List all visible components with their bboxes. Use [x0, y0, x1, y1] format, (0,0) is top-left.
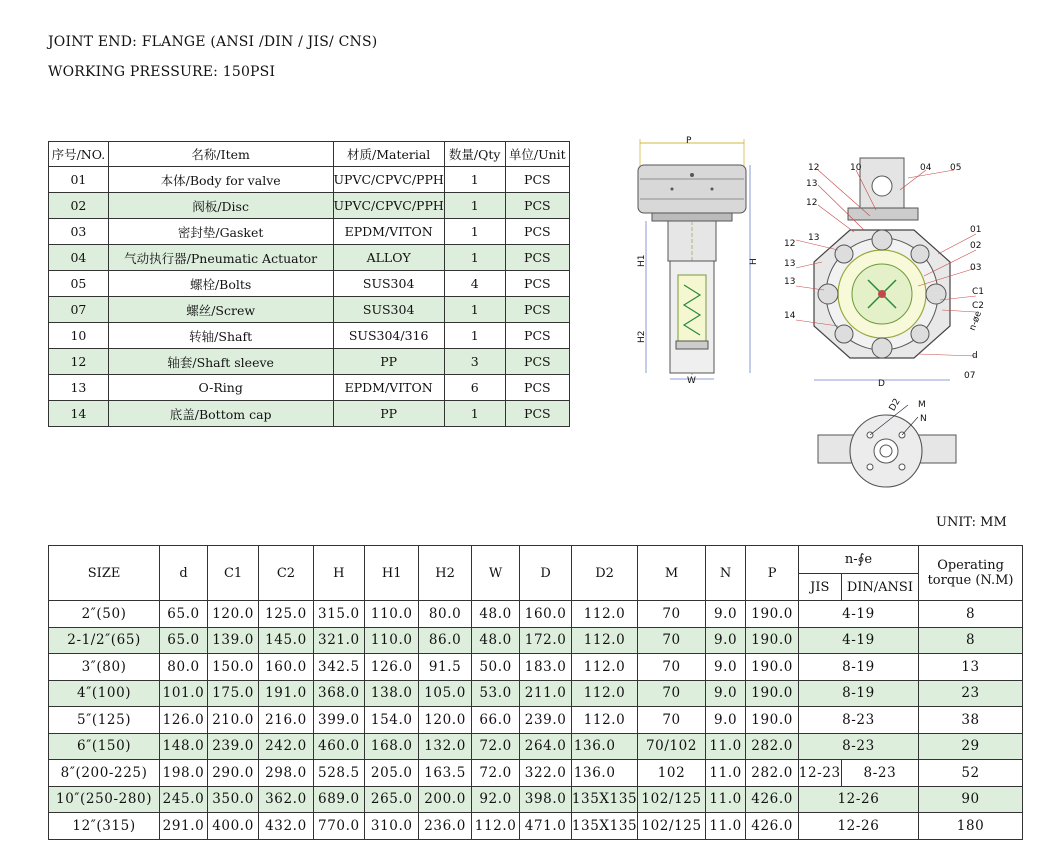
cell-h1: 265.0 — [365, 786, 419, 813]
cell-h2: 91.5 — [419, 654, 471, 681]
part-item: O-Ring — [108, 375, 333, 401]
cell-d2: 112.0 — [571, 680, 637, 707]
cell-torque: 29 — [919, 733, 1023, 760]
cell-d: 65.0 — [160, 601, 208, 628]
part-material: PP — [333, 349, 444, 375]
col-d: d — [160, 546, 208, 601]
cell-d2: 135X135 — [571, 786, 637, 813]
valve-front-view-drawing — [778, 150, 1008, 395]
cell-n-e: 12-26 — [798, 786, 918, 813]
cell-d2: 112.0 — [571, 707, 637, 734]
part-no: 12 — [49, 349, 109, 375]
dim-p-label: P — [686, 136, 692, 146]
table-row — [49, 271, 570, 297]
cell-m: 102 — [638, 760, 706, 787]
part-unit: PCS — [505, 271, 569, 297]
part-qty: 1 — [444, 245, 505, 271]
cell-h2: 80.0 — [419, 601, 471, 628]
dim-w-label: W — [687, 376, 696, 385]
cell-w: 72.0 — [471, 760, 520, 787]
part-material: PP — [333, 401, 444, 427]
table-row — [49, 193, 570, 219]
table-row — [49, 627, 1023, 654]
callout-04: 04 — [920, 163, 932, 173]
callout-02: 02 — [970, 241, 982, 251]
part-item: 底盖/Bottom cap — [108, 401, 333, 427]
part-no: 02 — [49, 193, 109, 219]
cell-n-e: 8-23 — [798, 707, 918, 734]
col-torque-line1: Operating — [937, 558, 1004, 573]
part-no: 13 — [49, 375, 109, 401]
part-material: UPVC/CPVC/PPH — [333, 167, 444, 193]
callout-07: 07 — [964, 371, 976, 381]
actuator-body — [638, 165, 746, 213]
cell-n-e: 8-19 — [798, 680, 918, 707]
cell-d: 291.0 — [160, 813, 208, 840]
callout-13-b: 13 — [808, 233, 820, 243]
cell-w: 50.0 — [471, 654, 520, 681]
part-material: SUS304/316 — [333, 323, 444, 349]
col-n-e: n-∮e — [798, 546, 918, 574]
cell-h: 460.0 — [313, 733, 364, 760]
cell-n: 11.0 — [705, 786, 746, 813]
cell-h: 321.0 — [313, 627, 364, 654]
part-unit: PCS — [505, 245, 569, 271]
cell-c1: 290.0 — [207, 760, 258, 787]
cell-c1: 239.0 — [207, 733, 258, 760]
table-row — [49, 245, 570, 271]
cell-torque: 8 — [919, 627, 1023, 654]
cell-p: 190.0 — [746, 627, 798, 654]
part-qty: 3 — [444, 349, 505, 375]
cell-din-ansi: 8-23 — [841, 760, 918, 787]
cell-p: 282.0 — [746, 733, 798, 760]
callout-13-d: 13 — [784, 277, 796, 287]
callout-05: 05 — [950, 163, 962, 173]
part-unit: PCS — [505, 193, 569, 219]
valve-bottom-view-drawing — [812, 395, 962, 490]
table-row — [49, 167, 570, 193]
part-no: 04 — [49, 245, 109, 271]
cell-c1: 210.0 — [207, 707, 258, 734]
cell-h2: 163.5 — [419, 760, 471, 787]
col-p: P — [746, 546, 798, 601]
cell-h: 315.0 — [313, 601, 364, 628]
table-row — [49, 323, 570, 349]
table-row — [49, 375, 570, 401]
col-m: M — [638, 546, 706, 601]
cell-c2: 191.0 — [259, 680, 313, 707]
col-no: 序号/NO. — [49, 142, 109, 167]
cell-d2: 112.0 — [571, 627, 637, 654]
cell-w: 48.0 — [471, 601, 520, 628]
col-c2: C2 — [259, 546, 313, 601]
dim-d-label: D — [878, 379, 885, 389]
cell-n: 9.0 — [705, 654, 746, 681]
part-material: ALLOY — [333, 245, 444, 271]
part-no: 10 — [49, 323, 109, 349]
cell-torque: 52 — [919, 760, 1023, 787]
cell-torque: 13 — [919, 654, 1023, 681]
callout-12-b: 12 — [806, 198, 818, 208]
part-qty: 1 — [444, 193, 505, 219]
cell-c1: 400.0 — [207, 813, 258, 840]
col-dia: D — [520, 546, 571, 601]
part-qty: 1 — [444, 401, 505, 427]
cell-c2: 125.0 — [259, 601, 313, 628]
cell-n: 9.0 — [705, 601, 746, 628]
cell-h2: 236.0 — [419, 813, 471, 840]
cell-c2: 216.0 — [259, 707, 313, 734]
part-no: 05 — [49, 271, 109, 297]
cell-h1: 168.0 — [365, 733, 419, 760]
cell-w: 66.0 — [471, 707, 520, 734]
table-row — [49, 297, 570, 323]
dim-n-label: N — [920, 414, 927, 424]
part-qty: 4 — [444, 271, 505, 297]
cell-m: 70 — [638, 654, 706, 681]
part-item: 阀板/Disc — [108, 193, 333, 219]
cell-dia: 211.0 — [520, 680, 571, 707]
cell-h2: 86.0 — [419, 627, 471, 654]
cell-c1: 139.0 — [207, 627, 258, 654]
part-unit: PCS — [505, 219, 569, 245]
cell-h1: 138.0 — [365, 680, 419, 707]
part-material: EPDM/VITON — [333, 219, 444, 245]
callout-13-a: 13 — [806, 179, 818, 189]
col-material: 材质/Material — [333, 142, 444, 167]
table-row — [49, 707, 1023, 734]
cell-dia: 264.0 — [520, 733, 571, 760]
part-unit: PCS — [505, 167, 569, 193]
part-material: SUS304 — [333, 271, 444, 297]
callout-10: 10 — [850, 163, 862, 173]
cell-p: 190.0 — [746, 707, 798, 734]
col-jis: JIS — [798, 574, 841, 601]
cell-w: 48.0 — [471, 627, 520, 654]
callout-01: 01 — [970, 225, 982, 235]
part-item: 轴套/Shaft sleeve — [108, 349, 333, 375]
part-qty: 1 — [444, 219, 505, 245]
cell-n: 11.0 — [705, 733, 746, 760]
cell-c2: 432.0 — [259, 813, 313, 840]
cell-d: 245.0 — [160, 786, 208, 813]
cell-c1: 350.0 — [207, 786, 258, 813]
part-unit: PCS — [505, 297, 569, 323]
col-h2: H2 — [419, 546, 471, 601]
part-no: 07 — [49, 297, 109, 323]
dim-m-label: M — [918, 400, 926, 410]
cell-size: 4″(100) — [49, 680, 160, 707]
cell-n: 11.0 — [705, 760, 746, 787]
cell-c1: 175.0 — [207, 680, 258, 707]
cell-c2: 362.0 — [259, 786, 313, 813]
cell-n: 9.0 — [705, 627, 746, 654]
col-size: SIZE — [49, 546, 160, 601]
col-unit: 单位/Unit — [505, 142, 569, 167]
part-no: 01 — [49, 167, 109, 193]
col-din-ansi: DIN/ANSI — [841, 574, 918, 601]
valve-side-view-drawing — [632, 135, 762, 385]
cell-p: 426.0 — [746, 786, 798, 813]
callout-14: 14 — [784, 311, 796, 321]
part-no: 03 — [49, 219, 109, 245]
cell-h1: 110.0 — [365, 627, 419, 654]
callout-d: d — [972, 351, 978, 361]
cell-dia: 172.0 — [520, 627, 571, 654]
dim-h-label: H — [749, 258, 759, 265]
cell-d: 101.0 — [160, 680, 208, 707]
cell-m: 102/125 — [638, 786, 706, 813]
cell-size: 6″(150) — [49, 733, 160, 760]
cell-d2: 136.0 — [571, 733, 637, 760]
cell-h2: 120.0 — [419, 707, 471, 734]
cell-h: 342.5 — [313, 654, 364, 681]
dim-h2-label: H2 — [637, 330, 647, 343]
col-torque — [919, 546, 1023, 601]
cell-p: 190.0 — [746, 601, 798, 628]
cell-size: 2″(50) — [49, 601, 160, 628]
cell-d2: 112.0 — [571, 654, 637, 681]
cell-p: 282.0 — [746, 760, 798, 787]
cell-p: 426.0 — [746, 813, 798, 840]
cell-h1: 110.0 — [365, 601, 419, 628]
cell-c2: 298.0 — [259, 760, 313, 787]
callout-12-top: 12 — [808, 163, 820, 173]
col-qty: 数量/Qty — [444, 142, 505, 167]
callout-03: 03 — [970, 263, 982, 273]
cell-n-e: 4-19 — [798, 627, 918, 654]
part-qty: 6 — [444, 375, 505, 401]
dims-header-row — [49, 546, 1023, 574]
cell-d: 65.0 — [160, 627, 208, 654]
cell-n: 9.0 — [705, 680, 746, 707]
cell-jis: 12-23 — [798, 760, 841, 787]
cell-d: 148.0 — [160, 733, 208, 760]
cell-h: 528.5 — [313, 760, 364, 787]
cell-d2: 136.0 — [571, 760, 637, 787]
part-item: 转轴/Shaft — [108, 323, 333, 349]
cell-size: 5″(125) — [49, 707, 160, 734]
cell-h1: 154.0 — [365, 707, 419, 734]
cell-m: 70 — [638, 601, 706, 628]
col-h1: H1 — [365, 546, 419, 601]
parts-table-header — [49, 142, 570, 167]
cell-h1: 126.0 — [365, 654, 419, 681]
cell-n: 11.0 — [705, 813, 746, 840]
dim-h1-label: H1 — [637, 254, 647, 267]
cell-h: 689.0 — [313, 786, 364, 813]
cell-h: 770.0 — [313, 813, 364, 840]
callout-13-c: 13 — [784, 259, 796, 269]
cell-torque: 38 — [919, 707, 1023, 734]
cell-h: 368.0 — [313, 680, 364, 707]
cell-m: 70 — [638, 707, 706, 734]
cell-n-e: 8-19 — [798, 654, 918, 681]
part-qty: 1 — [444, 297, 505, 323]
table-row — [49, 601, 1023, 628]
cell-torque: 90 — [919, 786, 1023, 813]
cell-h1: 310.0 — [365, 813, 419, 840]
cell-n-e: 12-26 — [798, 813, 918, 840]
cell-h2: 200.0 — [419, 786, 471, 813]
cell-d: 80.0 — [160, 654, 208, 681]
cell-size: 12″(315) — [49, 813, 160, 840]
cell-d2: 135X135 — [571, 813, 637, 840]
cell-dia: 160.0 — [520, 601, 571, 628]
cell-m: 102/125 — [638, 813, 706, 840]
cell-p: 190.0 — [746, 680, 798, 707]
part-item: 本体/Body for valve — [108, 167, 333, 193]
table-row — [49, 219, 570, 245]
cell-torque: 8 — [919, 601, 1023, 628]
disc-section — [678, 275, 706, 347]
col-d2: D2 — [571, 546, 637, 601]
cell-n: 9.0 — [705, 707, 746, 734]
joint-end-spec: JOINT END: FLANGE (ANSI /DIN / JIS/ CNS) — [48, 34, 378, 50]
cell-size: 3″(80) — [49, 654, 160, 681]
cell-w: 72.0 — [471, 733, 520, 760]
dimensions-table — [48, 545, 1023, 840]
part-unit: PCS — [505, 401, 569, 427]
cell-c2: 242.0 — [259, 733, 313, 760]
table-row — [49, 654, 1023, 681]
part-unit: PCS — [505, 375, 569, 401]
callout-12-c: 12 — [784, 239, 796, 249]
cell-d: 198.0 — [160, 760, 208, 787]
col-c1: C1 — [207, 546, 258, 601]
cell-p: 190.0 — [746, 654, 798, 681]
cell-w: 92.0 — [471, 786, 520, 813]
dim-d2-label: D2 — [887, 397, 903, 413]
part-item: 气动执行器/Pneumatic Actuator — [108, 245, 333, 271]
cell-h2: 105.0 — [419, 680, 471, 707]
cell-d2: 112.0 — [571, 601, 637, 628]
cell-size: 10″(250-280) — [49, 786, 160, 813]
cell-h2: 132.0 — [419, 733, 471, 760]
table-row — [49, 401, 570, 427]
cell-n-e: 4-19 — [798, 601, 918, 628]
col-torque-line2: torque (N.M) — [927, 573, 1014, 588]
cell-m: 70/102 — [638, 733, 706, 760]
cell-dia: 239.0 — [520, 707, 571, 734]
cell-n-e: 8-23 — [798, 733, 918, 760]
working-pressure-spec: WORKING PRESSURE: 150PSI — [48, 64, 276, 80]
table-row — [49, 680, 1023, 707]
part-item: 螺栓/Bolts — [108, 271, 333, 297]
cell-dia: 183.0 — [520, 654, 571, 681]
callout-c2: C2 — [972, 301, 985, 311]
part-unit: PCS — [505, 349, 569, 375]
part-qty: 1 — [444, 323, 505, 349]
col-w: W — [471, 546, 520, 601]
part-item: 螺丝/Screw — [108, 297, 333, 323]
table-row — [49, 786, 1023, 813]
cell-c2: 160.0 — [259, 654, 313, 681]
col-h: H — [313, 546, 364, 601]
cell-dia: 471.0 — [520, 813, 571, 840]
part-unit: PCS — [505, 323, 569, 349]
cell-w: 112.0 — [471, 813, 520, 840]
part-material: UPVC/CPVC/PPH — [333, 193, 444, 219]
cell-torque: 180 — [919, 813, 1023, 840]
cell-w: 53.0 — [471, 680, 520, 707]
cell-c1: 120.0 — [207, 601, 258, 628]
cell-m: 70 — [638, 627, 706, 654]
parts-table — [48, 141, 570, 427]
part-qty: 1 — [444, 167, 505, 193]
part-item: 密封垫/Gasket — [108, 219, 333, 245]
cell-h1: 205.0 — [365, 760, 419, 787]
unit-label: UNIT: MM — [936, 515, 1007, 530]
cell-torque: 23 — [919, 680, 1023, 707]
part-no: 14 — [49, 401, 109, 427]
table-row — [49, 760, 1023, 787]
table-row — [49, 733, 1023, 760]
cell-d: 126.0 — [160, 707, 208, 734]
cell-c1: 150.0 — [207, 654, 258, 681]
part-material: EPDM/VITON — [333, 375, 444, 401]
part-material: SUS304 — [333, 297, 444, 323]
cell-m: 70 — [638, 680, 706, 707]
col-n: N — [705, 546, 746, 601]
table-row — [49, 813, 1023, 840]
cell-dia: 322.0 — [520, 760, 571, 787]
callout-c1: C1 — [972, 287, 985, 297]
table-row — [49, 349, 570, 375]
cell-dia: 398.0 — [520, 786, 571, 813]
cell-h: 399.0 — [313, 707, 364, 734]
cell-size: 8″(200-225) — [49, 760, 160, 787]
cell-c2: 145.0 — [259, 627, 313, 654]
cell-size: 2-1/2″(65) — [49, 627, 160, 654]
col-item: 名称/Item — [108, 142, 333, 167]
callout-n-e: n-øe — [967, 309, 985, 333]
